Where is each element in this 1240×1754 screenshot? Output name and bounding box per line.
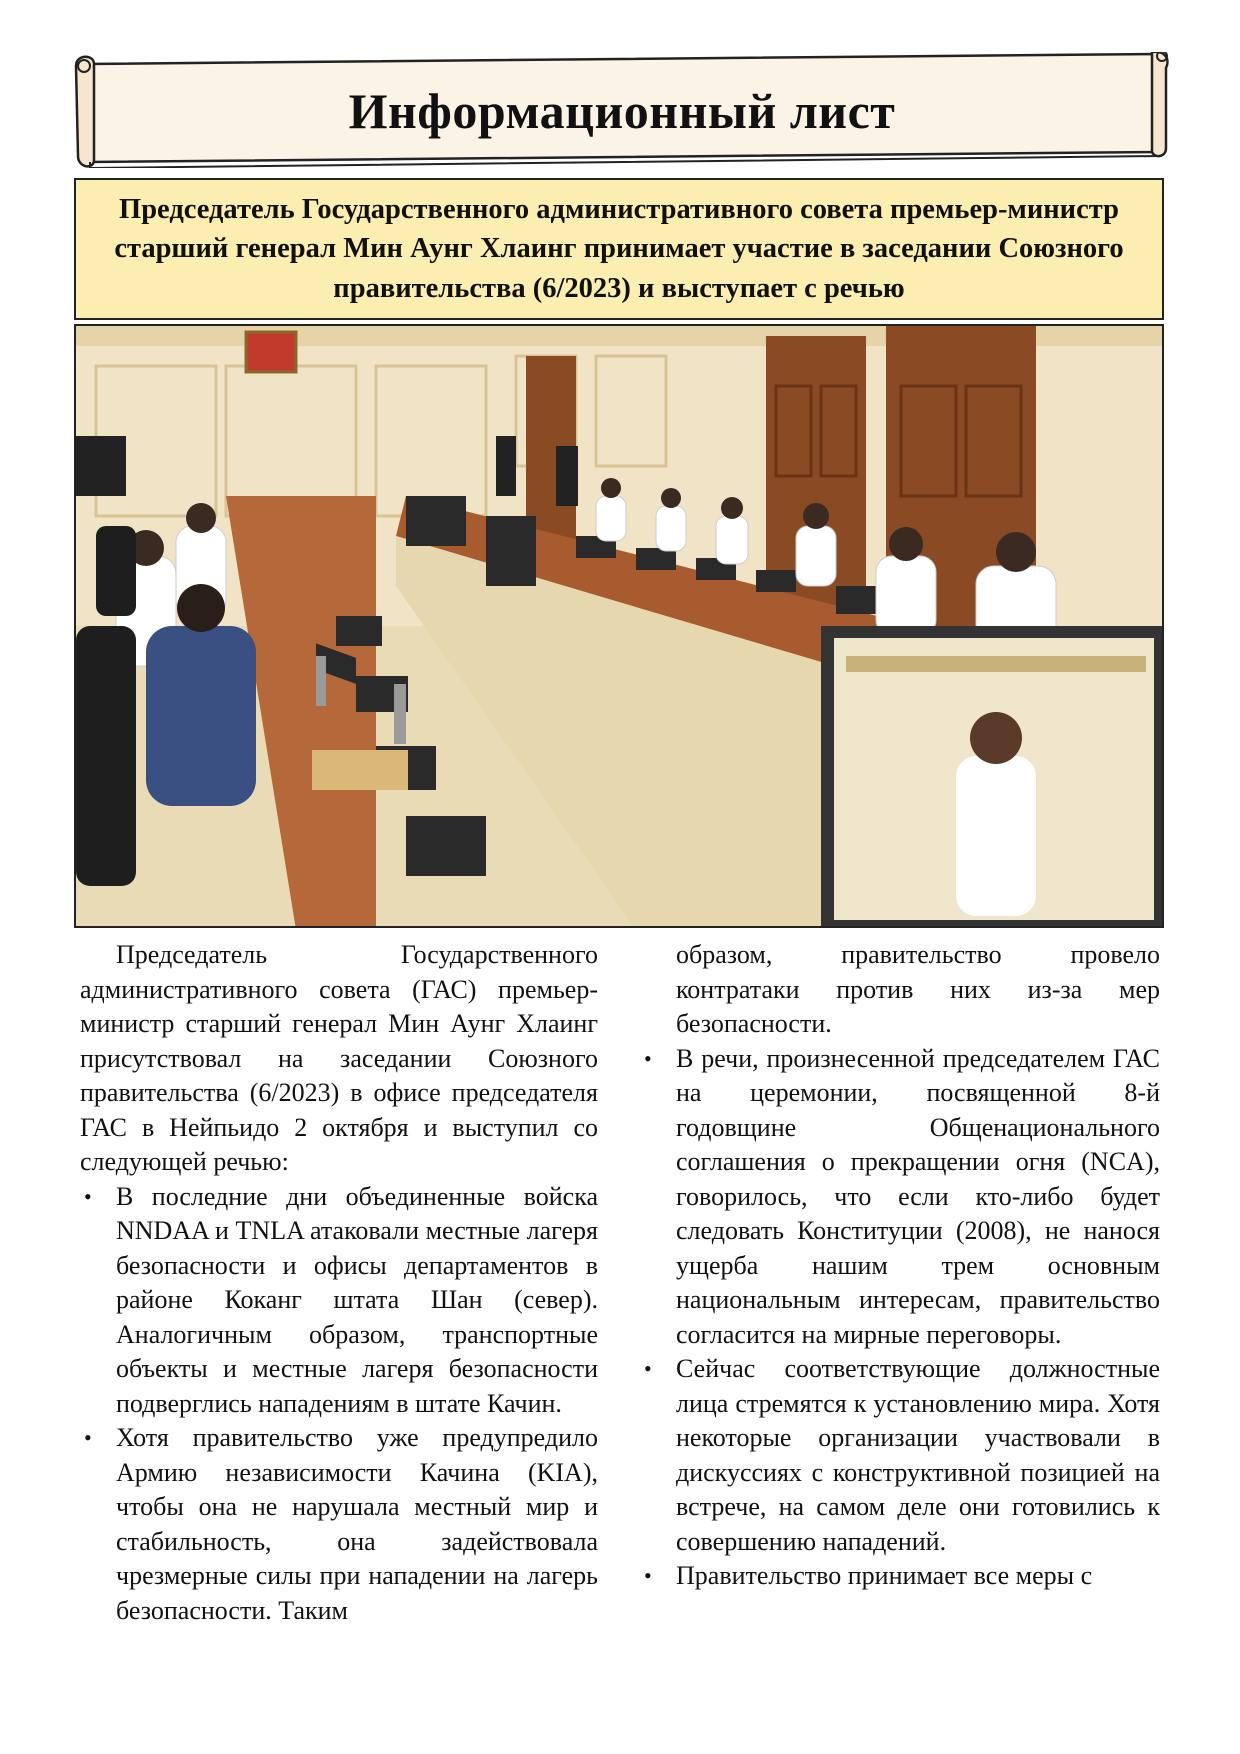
bullet-text: В последние дни объединенные войска NNDAA и TNLA атаковали местные лагеря безопасности и офисы департаментов в районе Коканг штата Шан (север). Аналогичным образом, транспортные объекты и местные лагеря безопасности подверглись нападениям в штате Качин.	[116, 1181, 598, 1418]
bullet-list-left	[80, 1180, 598, 1629]
bullet-continuation: образом, правительство провело контратаки против них из-за мер безопасности.	[676, 940, 1160, 1038]
bullet-icon: •	[644, 1563, 652, 1588]
bullet-text: Правительство принимает все меры с	[676, 1561, 1093, 1590]
bullet-icon: •	[84, 1183, 92, 1209]
article-column-right	[640, 938, 1160, 1594]
page-title: Информационный лист	[348, 83, 896, 139]
list-item	[640, 1042, 1160, 1353]
headline-box	[74, 178, 1164, 320]
meeting-photo-icon	[76, 326, 1164, 928]
title-banner	[72, 52, 1172, 168]
meeting-photo	[74, 324, 1164, 928]
bullet-icon: •	[84, 1425, 92, 1450]
bullet-icon: •	[644, 1356, 652, 1381]
article-column-left	[80, 938, 598, 1628]
bullet-icon: •	[644, 1045, 652, 1071]
bullet-text: В речи, произнесенной председателем ГАС на церемонии, посвященной 8-й годовщине Общенационального соглашения о прекращении огня (NCA), говорилось, что если кто-либо будет следовать Конституции (2008), не нанося ущерба нашим трем основным национальным интересам, правительство согласится на мирные переговоры.	[676, 1043, 1160, 1349]
list-item	[80, 1421, 598, 1628]
article-intro: Председатель Государственного административного совета (ГАС) премьер-министр старший генерал Мин Аунг Хлаинг присутствовал на заседании Союзного правительства (6/2023) в офисе председателя ГАС в Нейпьидо 2 октября и выступил со следующей речью:	[80, 940, 598, 1176]
bullet-text: Хотя правительство уже предупредило Армию независимости Качина (KIA), чтобы она не нарушала местный мир и стабильность, она задействовала чрезмерные силы при нападении на лагерь безопасности. Таким	[116, 1423, 598, 1625]
list-item	[640, 1352, 1160, 1559]
bullet-list-right	[640, 1042, 1160, 1594]
list-item	[640, 1559, 1160, 1594]
list-item	[80, 1180, 598, 1422]
headline-text: Председатель Государственного административного совета премьер-министр старший генерал Мин Аунг Хлаинг принимает участие в заседании Союзного правительства (6/2023) и выступает с речью	[114, 194, 1124, 304]
bullet-text: Сейчас соответствующие должностные лица стремятся к установлению мира. Хотя некоторые организации участвовали в дискуссиях с конструктивной позицией на встрече, на самом деле они готовились к совершению нападений.	[676, 1354, 1160, 1556]
